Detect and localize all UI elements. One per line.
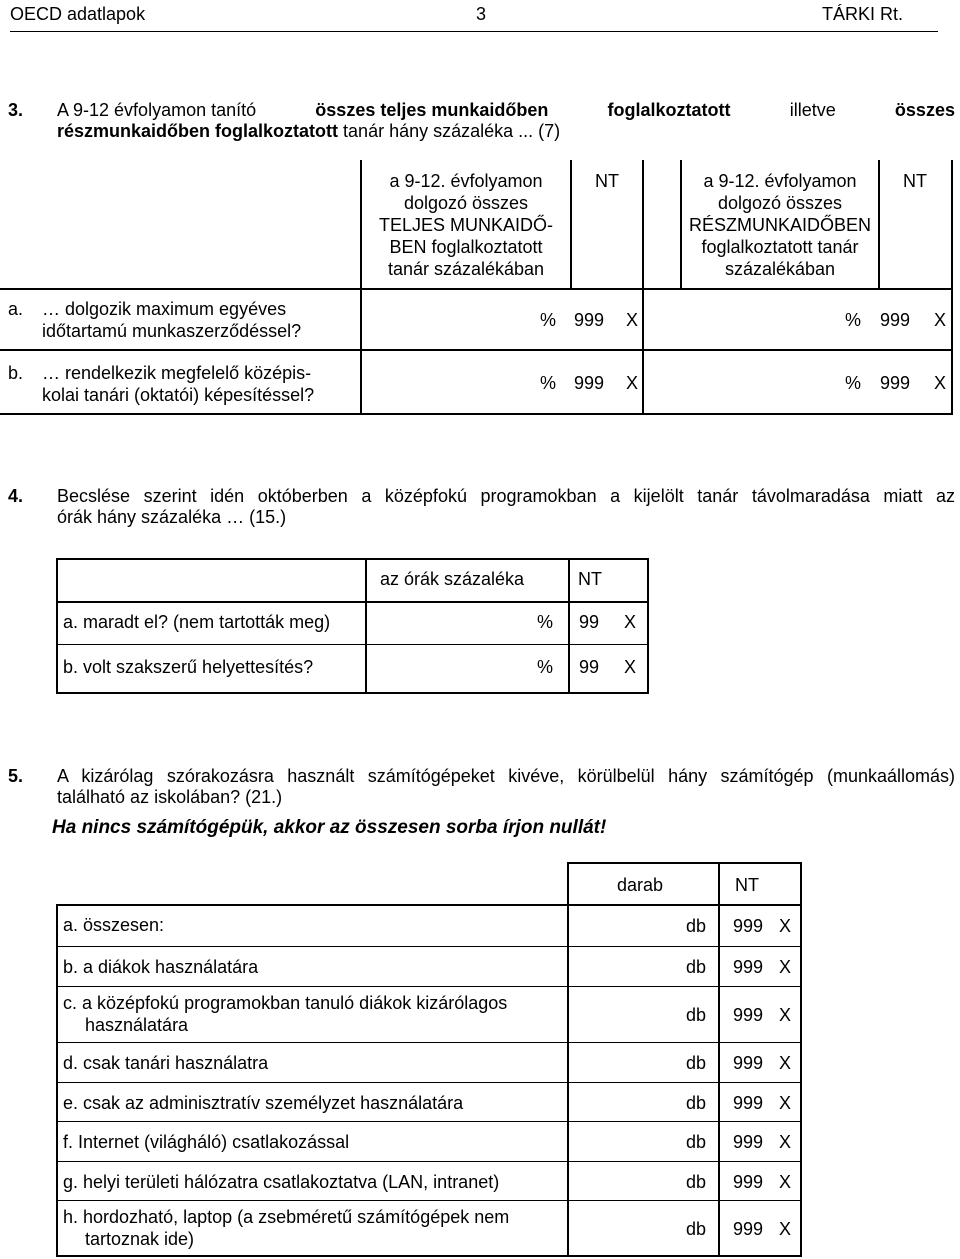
q5-col-header: darab (617, 875, 664, 895)
header-divider (10, 31, 938, 32)
q3-col1-nt: NT (595, 171, 619, 191)
q5-row-code[interactable]: 999 (733, 1219, 764, 1239)
q3-text-d: illetve (789, 100, 836, 120)
q3-row-a-col2-x[interactable]: X (934, 310, 947, 330)
q5-row-unit[interactable]: db (686, 1219, 707, 1239)
q4-row-a-x[interactable]: X (624, 612, 637, 632)
q5-row-code[interactable]: 999 (733, 916, 764, 936)
q3-col1-header-line: tanár százalékában (387, 259, 545, 279)
q4-row-b-code[interactable]: 99 (579, 657, 600, 677)
q3-row-a-col1-code[interactable]: 999 (574, 310, 605, 330)
q5-table-line (567, 862, 569, 1257)
q3-col2-header-line: RÉSZMUNKAIDŐBEN (688, 215, 872, 235)
q4-text-line: órák hány százaléka … (15.) (57, 507, 287, 527)
header-left: OECD adatlapok (10, 4, 146, 24)
q5-instruction: Ha nincs számítógépük, akkor az összesen sorba írjon nullát! (52, 817, 607, 838)
q5-row-divider (56, 1082, 802, 1083)
q4-text-line: Becslése szerint idén októberben a középfokú programokban a kijelölt tanár távolmaradása miatt az (57, 486, 955, 506)
q5-row-unit[interactable]: db (686, 1132, 707, 1152)
q3-col2-nt: NT (903, 171, 927, 191)
q3-text-g: tanár hány százaléka ... (7) (343, 121, 561, 141)
q3-col1-header-line: TELJES MUNKAIDŐ- (378, 215, 554, 235)
q3-col1-header-line: a 9-12. évfolyamon (389, 171, 543, 191)
header-right: TÁRKI Rt. (822, 4, 904, 24)
q5-table-line (56, 904, 802, 906)
q5-row-code[interactable]: 999 (733, 957, 764, 977)
q3-row-b-text (42, 362, 314, 406)
q4-row-b-label: b. volt szakszerű helyettesítés? (63, 657, 314, 677)
q3-row-b-col1-x[interactable]: X (626, 373, 639, 393)
q5-row-divider (56, 1042, 802, 1043)
q5-row-divider (56, 946, 802, 947)
q5-row-label-line: tartoznak ide) (85, 1229, 195, 1249)
q3-col2-header-line: dolgozó összes (717, 193, 843, 213)
q4-number: 4. (8, 486, 24, 506)
q5-row-unit[interactable]: db (686, 1053, 707, 1073)
q5-row-unit[interactable]: db (686, 1005, 707, 1025)
q5-row-label (63, 1131, 349, 1153)
q3-row-b-label: b. (8, 363, 24, 383)
q5-row-label-line: a. összesen: (63, 915, 165, 935)
q5-row-x[interactable]: X (779, 1005, 792, 1025)
q3-row-a-col2-code[interactable]: 999 (880, 310, 911, 330)
q3-text (57, 100, 955, 142)
q5-row-label (63, 956, 258, 978)
q5-number: 5. (8, 766, 24, 786)
q5-row-x[interactable]: X (779, 1093, 792, 1113)
q4-row-a-pct[interactable]: % (537, 612, 554, 632)
q4-nt-header: NT (578, 569, 602, 589)
q5-table-line (56, 904, 58, 1257)
q3-row-b-col1-code[interactable]: 999 (574, 373, 605, 393)
q3-col1-header-line: dolgozó összes (403, 193, 529, 213)
q3-text-f: részmunkaidőben foglalkoztatott (57, 121, 339, 141)
q3-col2-header-line: százalékában (724, 259, 836, 279)
q3-row-a-line: időtartamú munkaszerződéssel? (42, 321, 302, 341)
q5-row-code[interactable]: 999 (733, 1172, 764, 1192)
q5-row-unit[interactable]: db (686, 957, 707, 977)
q3-col1-header-line: BEN foglalkoztatott (389, 237, 543, 257)
q5-table-line (567, 862, 802, 864)
q5-row-code[interactable]: 999 (733, 1053, 764, 1073)
q5-row-code[interactable]: 999 (733, 1005, 764, 1025)
q3-row-a-col2-pct[interactable]: % (845, 310, 862, 330)
q3-row-b-line: … rendelkezik megfelelő középis- (42, 363, 312, 383)
q3-col2-header-line: foglalkoztatott tanár (701, 237, 859, 257)
q5-row-divider (56, 986, 802, 987)
q3-text-b: összes teljes munkaidőben (315, 100, 549, 120)
q5-row-unit[interactable]: db (686, 1093, 707, 1113)
q3-row-b-col2-pct[interactable]: % (845, 373, 862, 393)
q4-table-line (56, 601, 649, 603)
q3-table-line (0, 288, 953, 290)
q5-row-label (63, 1206, 509, 1250)
q3-text-c: foglalkoztatott (607, 100, 731, 120)
q5-row-x[interactable]: X (779, 1219, 792, 1239)
q5-row-label (63, 1092, 463, 1114)
q5-table-line (718, 862, 720, 1257)
q3-row-b-line: kolai tanári (oktatói) képesítéssel? (42, 385, 315, 405)
q5-row-label (63, 992, 507, 1036)
q5-row-code[interactable]: 999 (733, 1093, 764, 1113)
q4-table-line (365, 558, 367, 694)
q5-row-x[interactable]: X (779, 1132, 792, 1152)
q5-row-divider (56, 1161, 802, 1162)
q3-row-b-col1-pct[interactable]: % (540, 373, 557, 393)
q4-row-a-code[interactable]: 99 (579, 612, 600, 632)
q5-table-line (800, 862, 802, 1257)
q5-row-label-line: g. helyi területi hálózatra csatlakoztatva (LAN, intranet) (63, 1172, 500, 1192)
q4-text (57, 486, 955, 528)
header-page-number: 3 (476, 4, 487, 24)
q5-row-divider (56, 1200, 802, 1201)
q5-row-x[interactable]: X (779, 957, 792, 977)
q5-text-line: A kizárólag szórakozásra használt számítógépeket kivéve, körülbelül hány számítógép (munkaállomás) (57, 766, 955, 786)
q4-row-a-label: a. maradt el? (nem tartották meg) (63, 612, 331, 632)
q3-row-a-col1-pct[interactable]: % (540, 310, 557, 330)
q5-row-label (63, 1171, 499, 1193)
q5-row-label-line: f. Internet (világháló) csatlakozással (63, 1132, 350, 1152)
q3-table-line (0, 413, 953, 415)
q3-table-line (0, 349, 953, 351)
q5-row-unit[interactable]: db (686, 916, 707, 936)
q3-number: 3. (8, 100, 24, 120)
q5-row-x[interactable]: X (779, 916, 792, 936)
q3-row-b-col2-x[interactable]: X (934, 373, 947, 393)
q5-row-label-line: c. a középfokú programokban tanuló diákok kizárólagos (63, 993, 508, 1013)
q5-row-divider (56, 1121, 802, 1122)
q3-row-b-col2-code[interactable]: 999 (880, 373, 911, 393)
q5-row-label-line: h. hordozható, laptop (a zsebméretű számítógépek nem (63, 1207, 510, 1227)
q3-row-a-line: … dolgozik maximum egyéves (42, 299, 287, 319)
q4-table-line (568, 558, 570, 694)
q5-row-label (63, 1052, 268, 1074)
q3-col2-header (682, 170, 878, 280)
q5-table-line (56, 1255, 802, 1257)
q4-row-b-x[interactable]: X (624, 657, 637, 677)
q4-table-line (56, 644, 649, 645)
q5-row-label (63, 914, 164, 936)
q5-row-code[interactable]: 999 (733, 1132, 764, 1152)
q3-text-a: A 9-12 évfolyamon tanító (57, 100, 257, 120)
q5-row-label-line: b. a diákok használatára (63, 957, 259, 977)
q3-row-a-label: a. (8, 299, 24, 319)
q3-text-e: összes (894, 100, 955, 120)
q5-row-unit[interactable]: db (686, 1172, 707, 1192)
q5-nt-header: NT (735, 875, 759, 895)
q4-col-header: az órák százaléka (380, 569, 525, 589)
q3-col2-header-line: a 9-12. évfolyamon (703, 171, 857, 191)
q3-row-a-col1-x[interactable]: X (626, 310, 639, 330)
q5-row-x[interactable]: X (779, 1053, 792, 1073)
q5-row-x[interactable]: X (779, 1172, 792, 1192)
q5-text-line: található az iskolában? (21.) (57, 787, 283, 807)
q3-col1-header (362, 170, 570, 280)
q5-row-label-line: d. csak tanári használatra (63, 1053, 269, 1073)
q5-row-label-line: használatára (85, 1015, 189, 1035)
q5-text (57, 766, 955, 808)
q3-row-a-text (42, 298, 301, 342)
q5-row-label-line: e. csak az adminisztratív személyzet használatára (63, 1093, 464, 1113)
q4-row-b-pct[interactable]: % (537, 657, 554, 677)
